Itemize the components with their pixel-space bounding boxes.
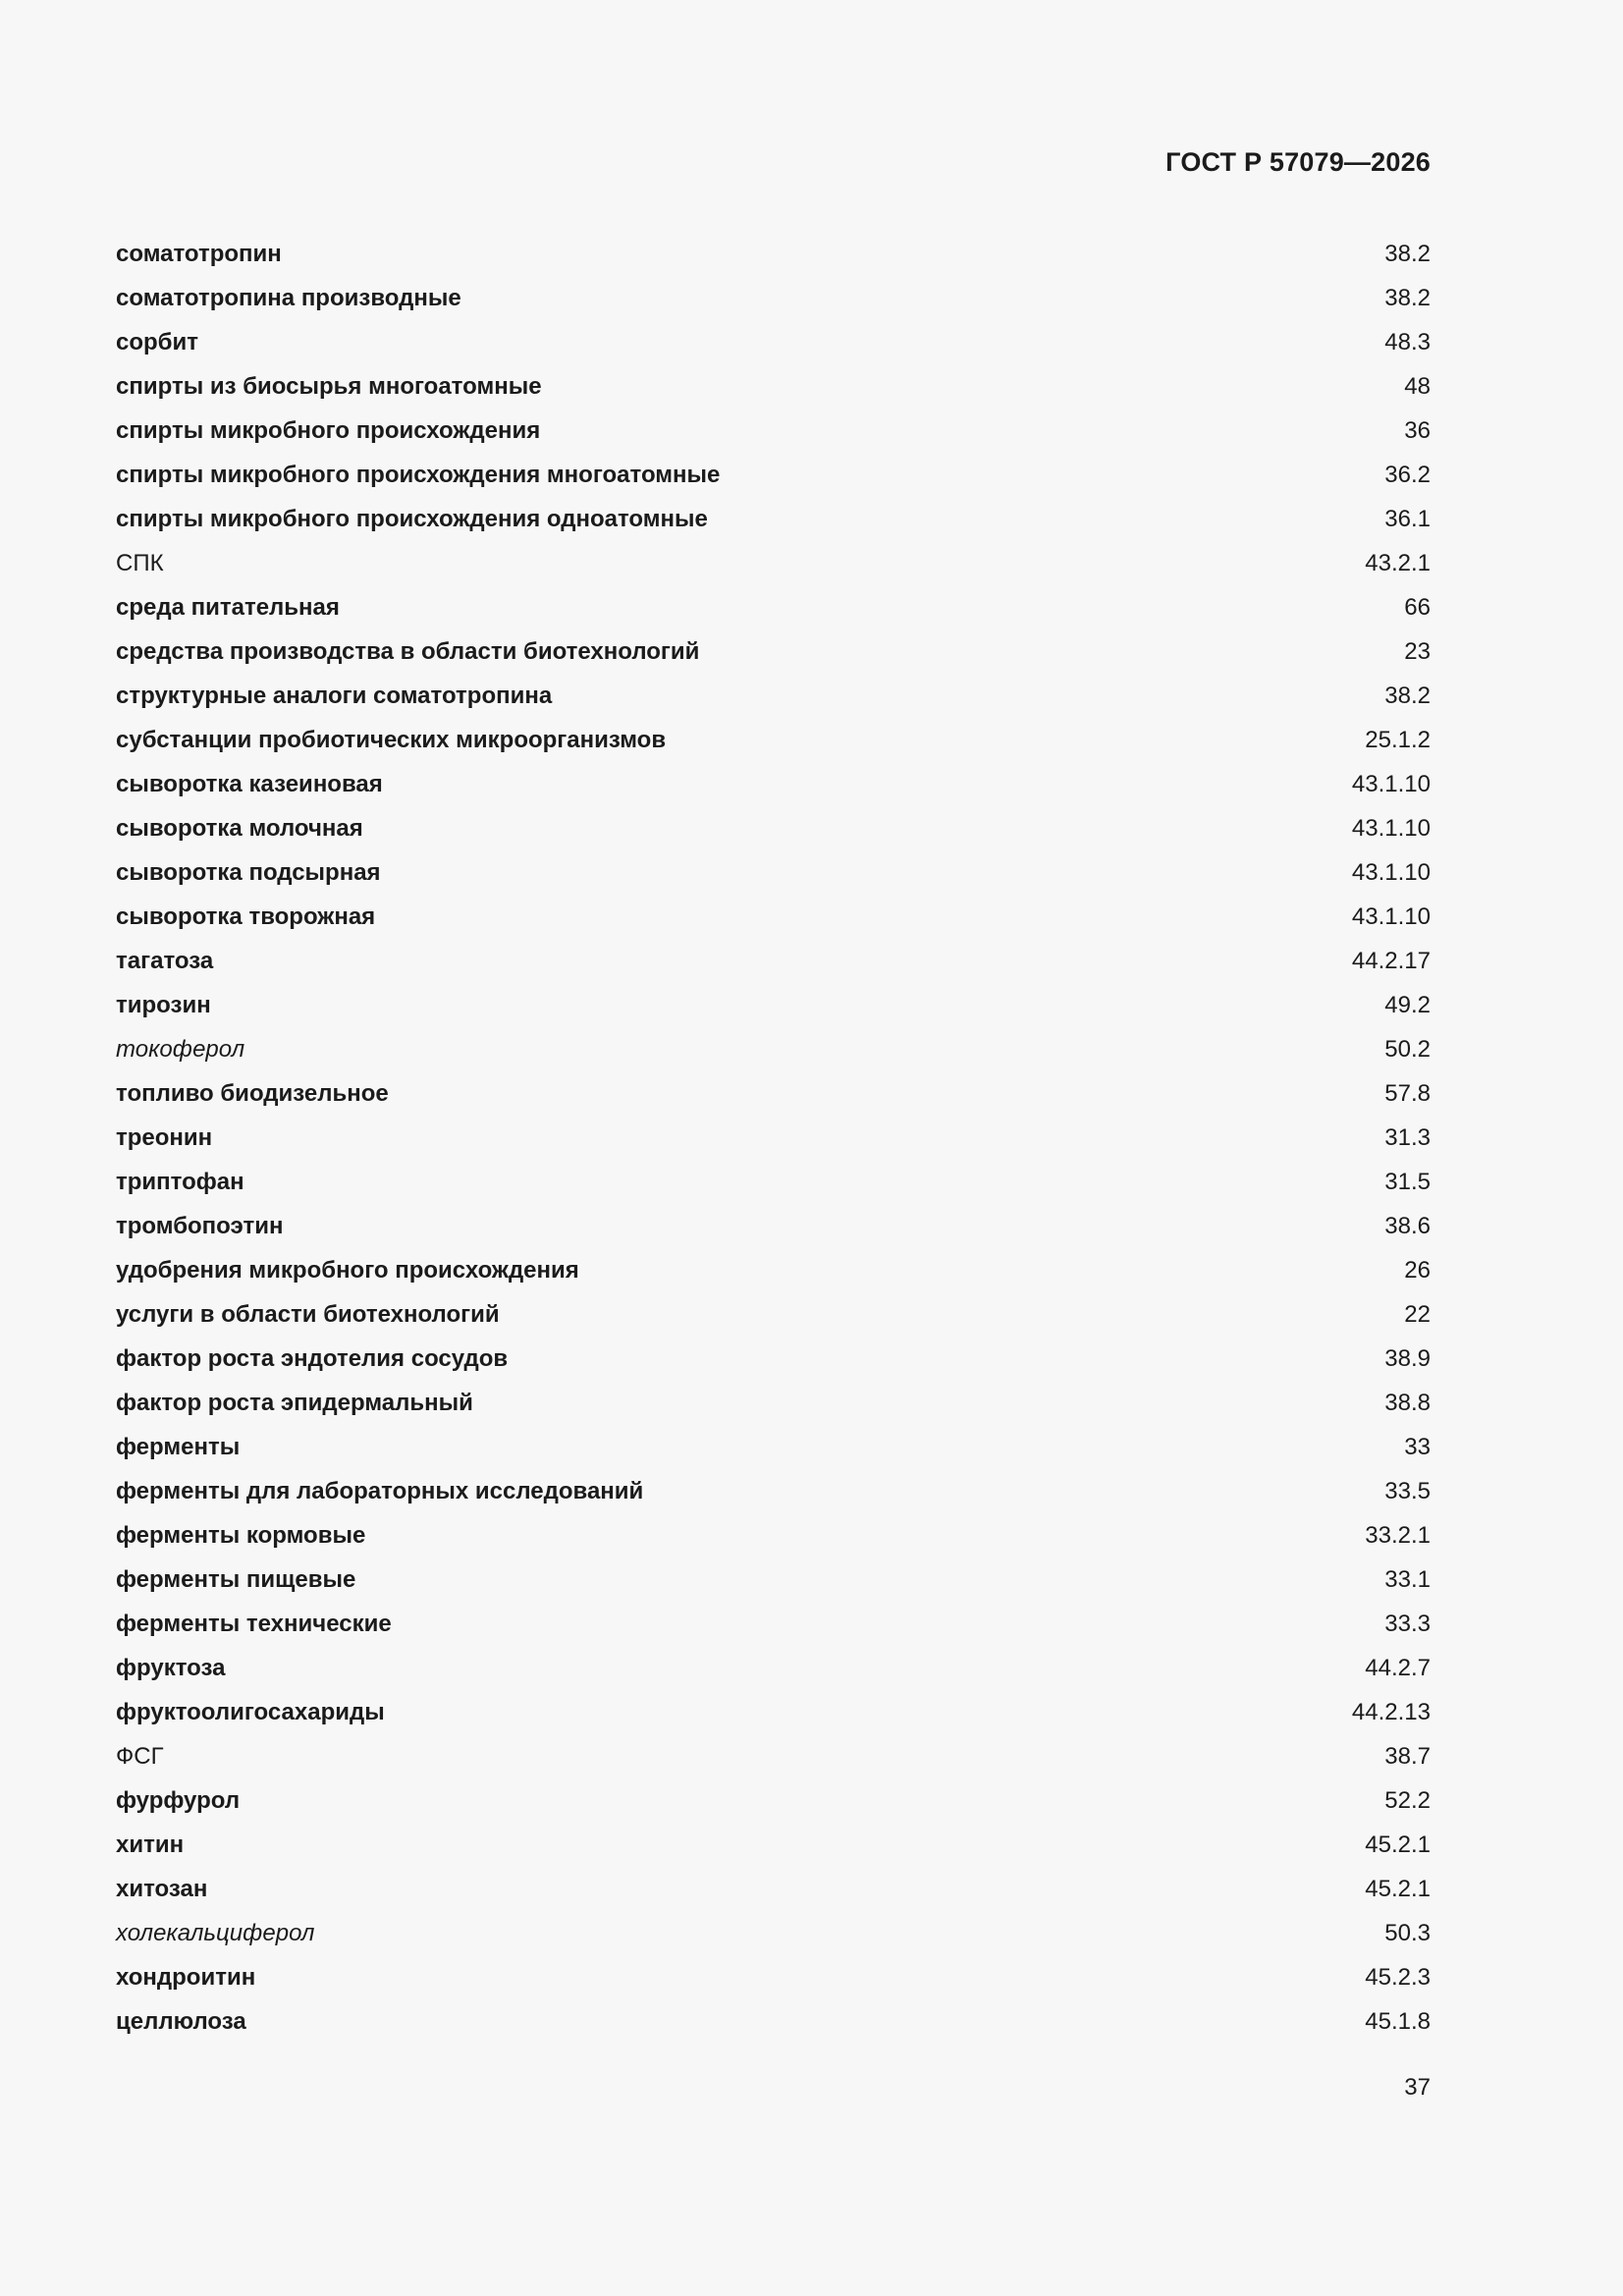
index-term: структурные аналоги соматотропина xyxy=(116,683,553,709)
index-term: ферменты кормовые xyxy=(116,1522,366,1549)
index-reference: 49.2 xyxy=(1384,992,1431,1018)
index-reference: 38.2 xyxy=(1384,285,1431,311)
index-reference: 43.1.10 xyxy=(1351,771,1431,797)
index-reference: 33.3 xyxy=(1384,1611,1431,1637)
index-reference: 33.2.1 xyxy=(1365,1522,1431,1549)
index-reference: 45.1.8 xyxy=(1365,2008,1431,2035)
index-row xyxy=(116,674,1431,718)
index-row xyxy=(116,1027,1431,1071)
index-reference: 33 xyxy=(1404,1434,1431,1460)
index-reference: 57.8 xyxy=(1384,1080,1431,1107)
index-reference: 66 xyxy=(1404,594,1431,621)
index-row xyxy=(116,1734,1431,1778)
index-reference: 33.5 xyxy=(1384,1478,1431,1504)
index-term: услуги в области биотехнологий xyxy=(116,1301,500,1328)
index-row xyxy=(116,806,1431,850)
index-term: спирты микробного происхождения многоатомные xyxy=(116,462,721,488)
index-reference: 44.2.13 xyxy=(1351,1699,1431,1725)
index-reference: 22 xyxy=(1404,1301,1431,1328)
index-term: сыворотка молочная xyxy=(116,815,363,842)
index-reference: 44.2.7 xyxy=(1365,1655,1431,1681)
index-row xyxy=(116,895,1431,939)
index-term: среда питательная xyxy=(116,594,340,621)
index-reference: 31.3 xyxy=(1384,1124,1431,1151)
index-row xyxy=(116,541,1431,585)
index-reference: 43.2.1 xyxy=(1365,550,1431,576)
index-term: хондроитин xyxy=(116,1964,256,1991)
index-term: удобрения микробного происхождения xyxy=(116,1257,579,1284)
index-row xyxy=(116,939,1431,983)
index-row xyxy=(116,1911,1431,1955)
index-reference: 36 xyxy=(1404,417,1431,444)
index-reference: 38.6 xyxy=(1384,1213,1431,1239)
index-reference: 45.2.1 xyxy=(1365,1876,1431,1902)
index-row xyxy=(116,1646,1431,1690)
index-term: целлюлоза xyxy=(116,2008,246,2035)
index-row xyxy=(116,762,1431,806)
index-row xyxy=(116,1867,1431,1911)
index-row xyxy=(116,1513,1431,1558)
index-row xyxy=(116,1602,1431,1646)
index-term: средства производства в области биотехнологий xyxy=(116,638,700,665)
index-term: холекальциферол xyxy=(116,1920,315,1946)
index-term: треонин xyxy=(116,1124,213,1151)
index-reference: 36.1 xyxy=(1384,506,1431,532)
index-term: тромбопоэтин xyxy=(116,1213,284,1239)
index-reference: 38.9 xyxy=(1384,1345,1431,1372)
index-reference: 38.2 xyxy=(1384,241,1431,267)
index-reference: 36.2 xyxy=(1384,462,1431,488)
index-term: тирозин xyxy=(116,992,211,1018)
index-row xyxy=(116,1425,1431,1469)
index-row xyxy=(116,497,1431,541)
index-row xyxy=(116,629,1431,674)
index-term: СПК xyxy=(116,550,164,576)
index-reference: 43.1.10 xyxy=(1351,859,1431,886)
index-reference: 52.2 xyxy=(1384,1787,1431,1814)
page-number: 37 xyxy=(1404,2074,1431,2101)
index-row xyxy=(116,718,1431,762)
index-row xyxy=(116,276,1431,320)
index-term: субстанции пробиотических микроорганизмов xyxy=(116,727,667,753)
index-row xyxy=(116,1558,1431,1602)
index-row xyxy=(116,409,1431,453)
index-term: фактор роста эндотелия сосудов xyxy=(116,1345,509,1372)
index-row xyxy=(116,1469,1431,1513)
index-term: ферменты для лабораторных исследований xyxy=(116,1478,644,1504)
index-term: соматотропина производные xyxy=(116,285,461,311)
index-row xyxy=(116,1071,1431,1116)
index-term: фруктоолигосахариды xyxy=(116,1699,385,1725)
index-reference: 45.2.3 xyxy=(1365,1964,1431,1991)
index-reference: 25.1.2 xyxy=(1365,727,1431,753)
index-term: соматотропин xyxy=(116,241,282,267)
index-term: сорбит xyxy=(116,329,198,355)
index-reference: 45.2.1 xyxy=(1365,1831,1431,1858)
index-reference: 43.1.10 xyxy=(1351,903,1431,930)
index-row xyxy=(116,1999,1431,2044)
standard-header: ГОСТ Р 57079—2026 xyxy=(1165,147,1431,177)
index-term: сыворотка казеиновая xyxy=(116,771,383,797)
subject-index-list xyxy=(116,232,1431,2044)
index-reference: 38.2 xyxy=(1384,683,1431,709)
index-row xyxy=(116,1381,1431,1425)
index-term: ФСГ xyxy=(116,1743,164,1770)
index-term: фурфурол xyxy=(116,1787,241,1814)
index-row xyxy=(116,850,1431,895)
index-reference: 50.2 xyxy=(1384,1036,1431,1063)
index-reference: 48 xyxy=(1404,373,1431,400)
index-reference: 48.3 xyxy=(1384,329,1431,355)
index-reference: 33.1 xyxy=(1384,1566,1431,1593)
index-term: спирты микробного происхождения одноатомные xyxy=(116,506,708,532)
index-row xyxy=(116,453,1431,497)
index-term: топливо биодизельное xyxy=(116,1080,389,1107)
index-row xyxy=(116,1204,1431,1248)
index-term: сыворотка творожная xyxy=(116,903,376,930)
index-row xyxy=(116,1337,1431,1381)
index-term: ферменты пищевые xyxy=(116,1566,356,1593)
index-term: сыворотка подсырная xyxy=(116,859,381,886)
index-row xyxy=(116,364,1431,409)
index-reference: 44.2.17 xyxy=(1351,948,1431,974)
index-reference: 38.7 xyxy=(1384,1743,1431,1770)
index-term: токоферол xyxy=(116,1036,245,1063)
index-term: хитин xyxy=(116,1831,185,1858)
index-row xyxy=(116,1955,1431,1999)
index-row xyxy=(116,1690,1431,1734)
index-term: триптофан xyxy=(116,1169,244,1195)
index-row xyxy=(116,1160,1431,1204)
index-reference: 23 xyxy=(1404,638,1431,665)
index-term: ферменты технические xyxy=(116,1611,392,1637)
index-row xyxy=(116,1248,1431,1292)
index-term: спирты микробного происхождения xyxy=(116,417,541,444)
index-row xyxy=(116,320,1431,364)
index-reference: 31.5 xyxy=(1384,1169,1431,1195)
index-reference: 38.8 xyxy=(1384,1390,1431,1416)
index-term: ферменты xyxy=(116,1434,241,1460)
index-term: фруктоза xyxy=(116,1655,226,1681)
index-term: хитозан xyxy=(116,1876,208,1902)
index-row xyxy=(116,1778,1431,1823)
index-term: тагатоза xyxy=(116,948,214,974)
index-row xyxy=(116,1116,1431,1160)
index-row xyxy=(116,232,1431,276)
index-row xyxy=(116,1823,1431,1867)
index-row xyxy=(116,983,1431,1027)
index-term: спирты из биосырья многоатомные xyxy=(116,373,542,400)
index-term: фактор роста эпидермальный xyxy=(116,1390,473,1416)
index-reference: 43.1.10 xyxy=(1351,815,1431,842)
index-row xyxy=(116,585,1431,629)
index-row xyxy=(116,1292,1431,1337)
index-reference: 26 xyxy=(1404,1257,1431,1284)
index-reference: 50.3 xyxy=(1384,1920,1431,1946)
